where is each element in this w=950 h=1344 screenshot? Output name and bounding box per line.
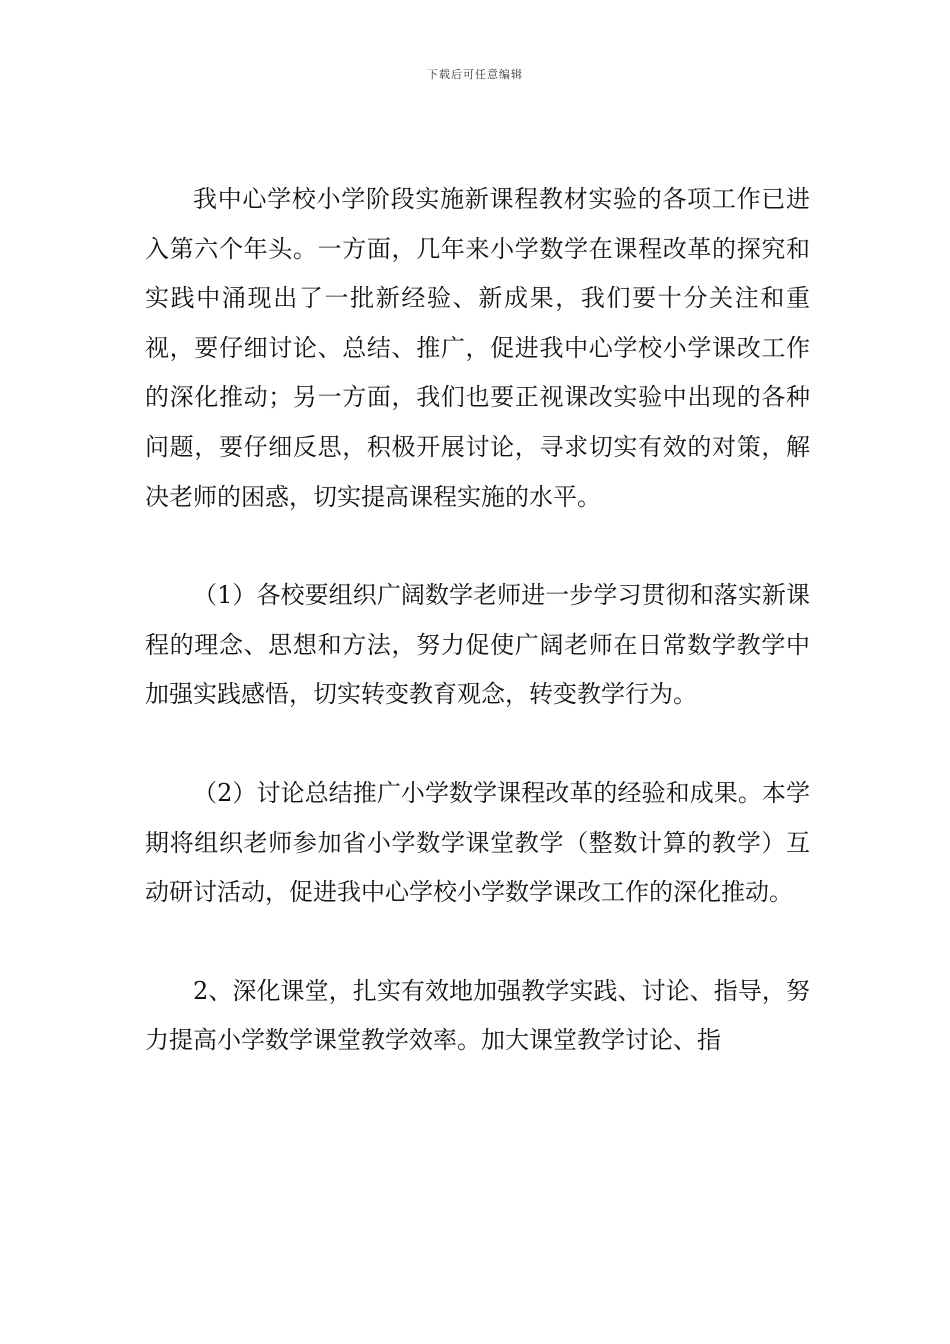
paragraph-intro: 我中心学校小学阶段实施新课程教材实验的各项工作已进入第六个年头。一方面，几年来小学数学在课程改革的探究和实践中涌现出了一批新经验、新成果，我们要十分关注和重视，要仔细讨论、总结、推广，促进我中心学校小学课改工作的深化推动；另一方面，我们也要正视课改实验中出现的各种问题，要仔细反思，积极开展讨论，寻求切实有效的对策，解决老师的困惑，切实提高课程实施的水平。	[145, 185, 810, 511]
paragraph-gap	[145, 720, 810, 769]
paragraph-item-1: （1）各校要组织广阔数学老师进一步学习贯彻和落实新课程的理念、思想和方法，努力促使广阔老师在日常数学教学中加强实践感悟，切实转变教育观念，转变教学行为。	[145, 581, 810, 709]
document-body	[145, 175, 810, 1066]
paragraph-gap	[145, 918, 810, 967]
paragraph-gap	[145, 522, 810, 571]
paragraph-section-2: 2、深化课堂，扎实有效地加强教学实践、讨论、指导，努力提高小学数学课堂教学效率。加大课堂教学讨论、指	[145, 976, 810, 1055]
header-note: 下载后可任意编辑	[427, 68, 523, 81]
paragraph-item-2: （2）讨论总结推广小学数学课程改革的经验和成果。本学期将组织老师参加省小学数学课堂教学（整数计算的教学）互动研讨活动，促进我中心学校小学数学课改工作的深化推动。	[145, 778, 810, 907]
